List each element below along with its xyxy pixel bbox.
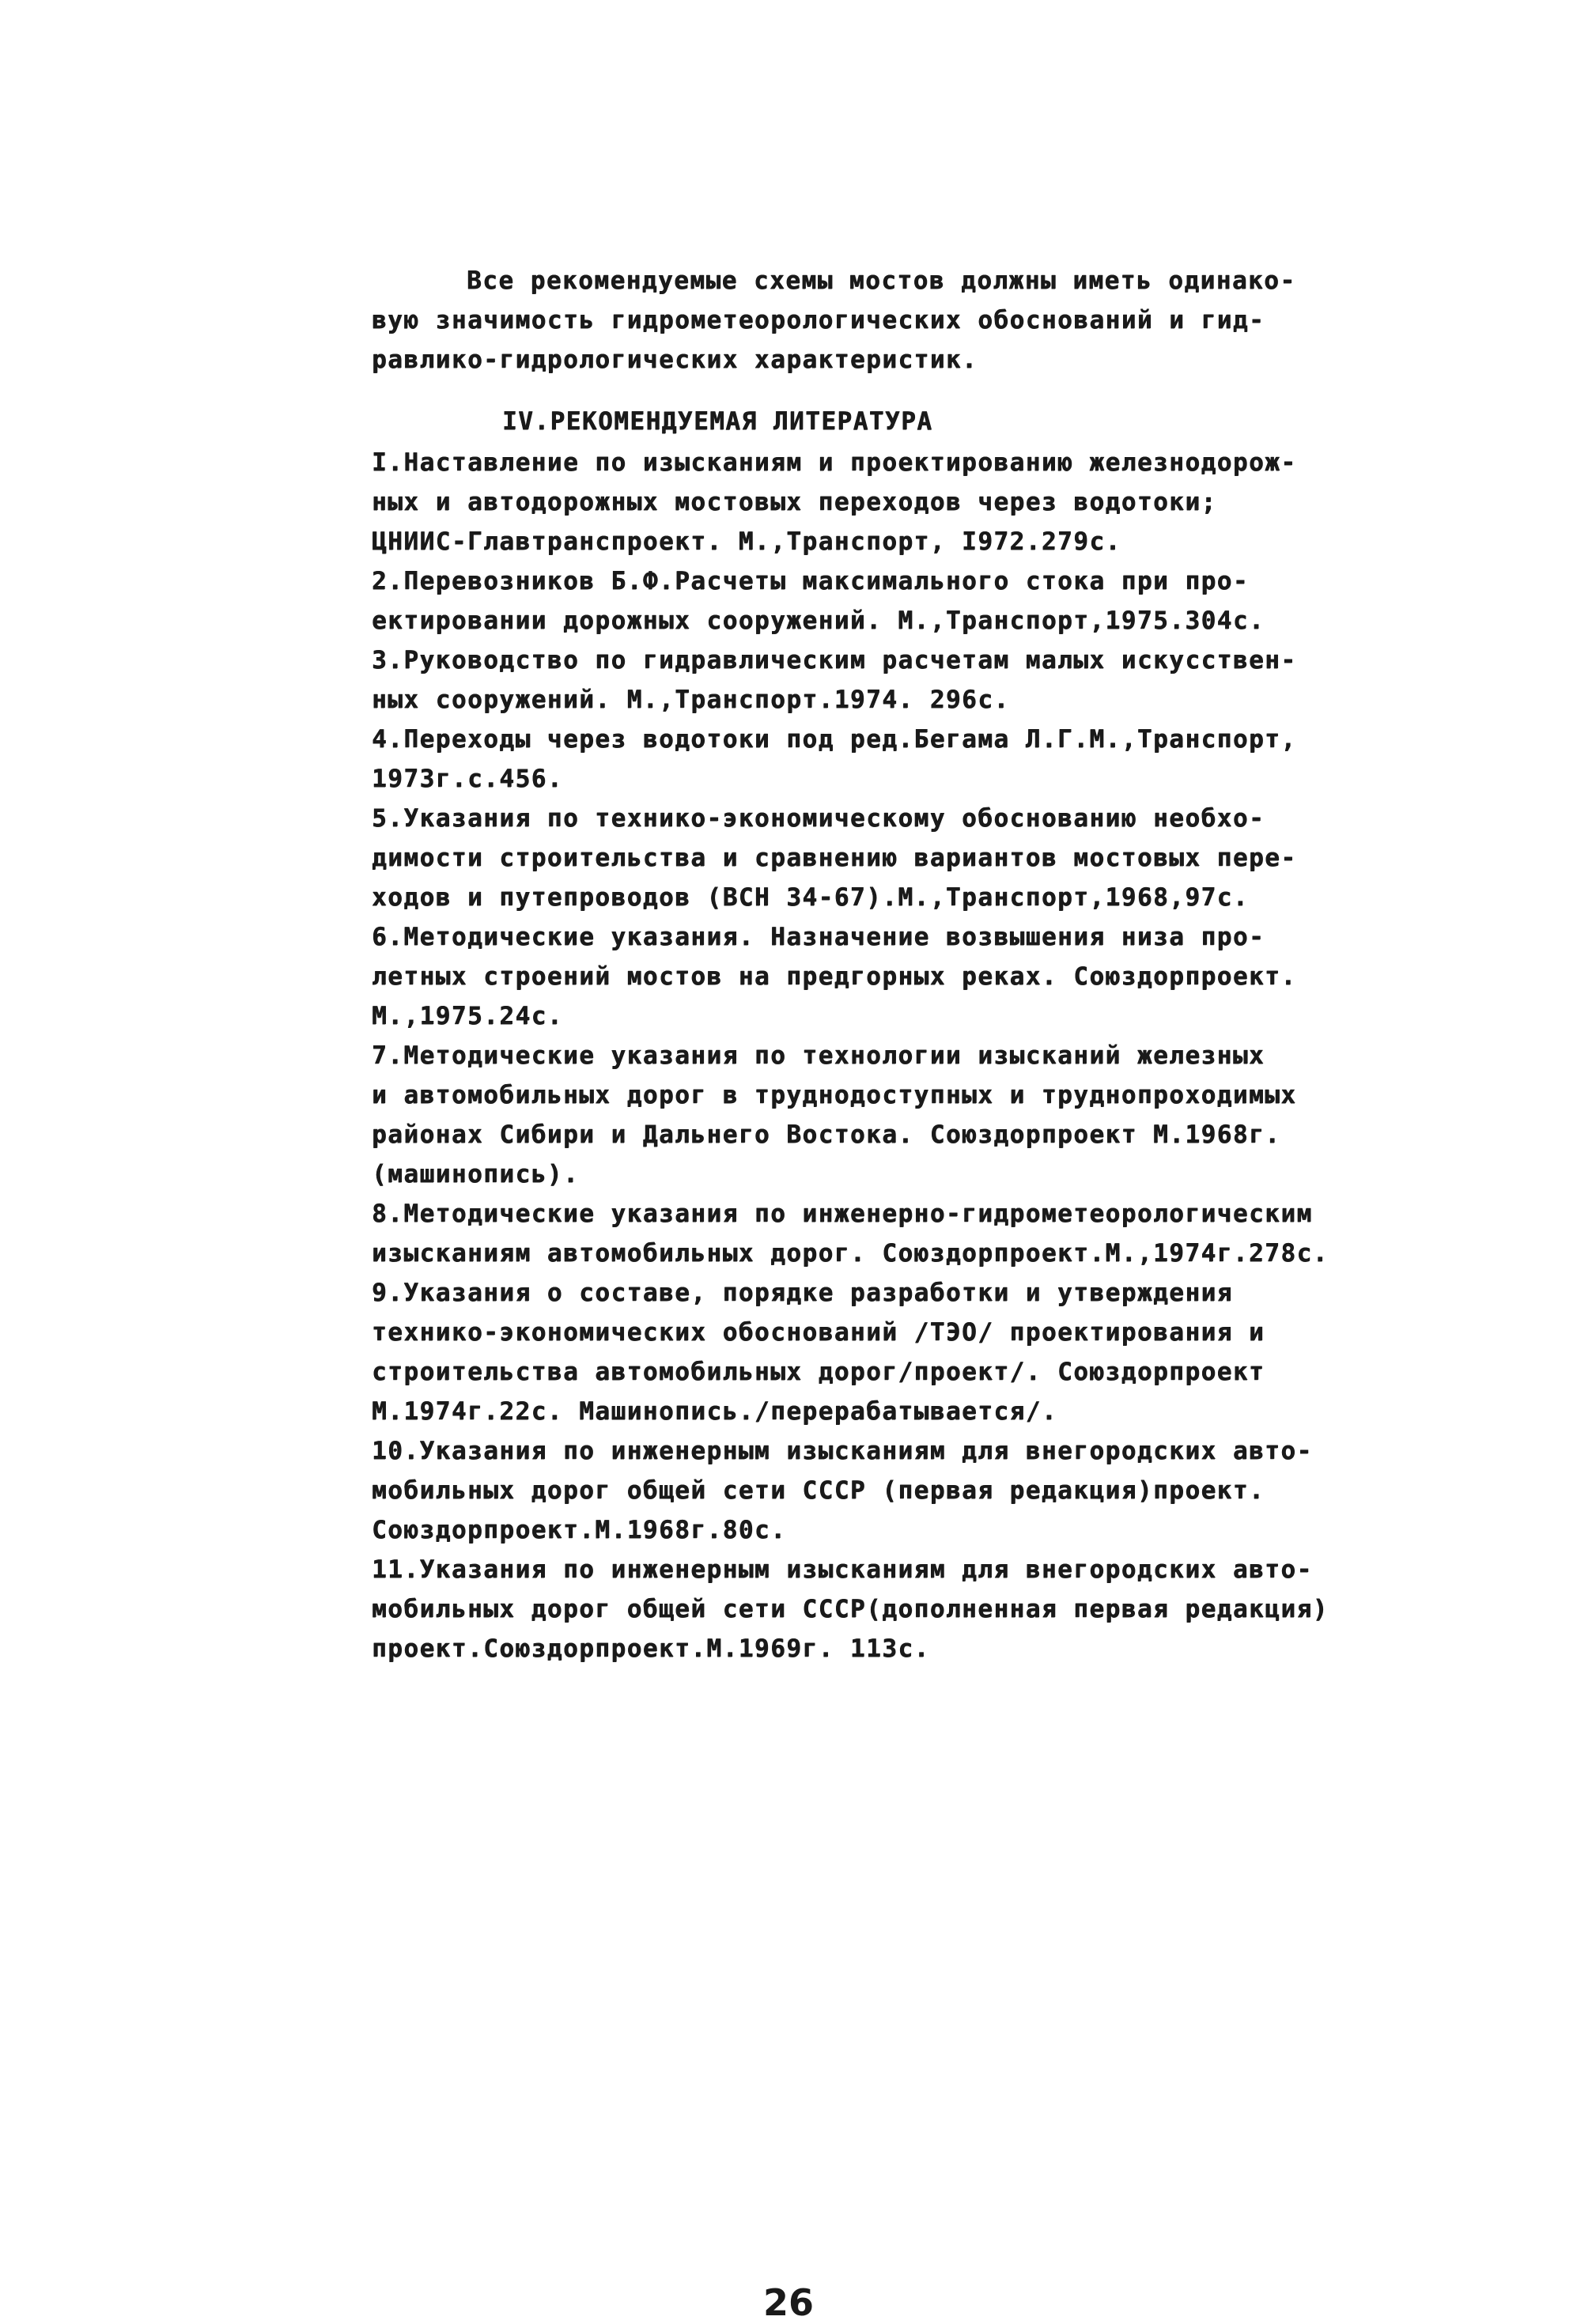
reference-line: 11.Указания по инженерным изысканиям для внегородских авто- bbox=[372, 1555, 1313, 1584]
reference-item bbox=[372, 799, 1416, 917]
intro-paragraph bbox=[372, 261, 1416, 380]
reference-line: 3.Руководство по гидравлическим расчетам малых искусствен- bbox=[372, 646, 1297, 675]
reference-item bbox=[372, 1550, 1416, 1668]
reference-line: М.1974г.22с. Машинопись./перерабатывается/. bbox=[372, 1397, 1058, 1426]
reference-line: I.Наставление по изысканиям и проектированию железнодорож- bbox=[372, 448, 1297, 477]
reference-line: ных сооружений. М.,Транспорт.1974. 296с. bbox=[372, 686, 1010, 714]
reference-line: районах Сибири и Дальнего Востока. Союздорпроект М.1968г. bbox=[372, 1120, 1281, 1149]
reference-item bbox=[372, 720, 1416, 799]
reference-item bbox=[372, 1273, 1416, 1431]
reference-line: М.,1975.24с. bbox=[372, 1002, 563, 1030]
reference-line: ектировании дорожных сооружений. М.,Транспорт,1975.304с. bbox=[372, 607, 1265, 635]
reference-item bbox=[372, 917, 1416, 1036]
body-text bbox=[372, 261, 1416, 1668]
reference-line: 2.Перевозников Б.Ф.Расчеты максимального стока при про- bbox=[372, 567, 1249, 595]
reference-item bbox=[372, 443, 1416, 561]
page-number: 26 bbox=[762, 2281, 814, 2324]
reference-list bbox=[372, 443, 1416, 1668]
reference-line: и автомобильных дорог в труднодоступных и труднопроходимых bbox=[372, 1081, 1297, 1109]
reference-line: ЦНИИС-Главтранспроект. М.,Транспорт, I972.279с. bbox=[372, 527, 1121, 556]
reference-line: мобильных дорог общей сети СССР (первая редакция)проект. bbox=[372, 1476, 1265, 1505]
reference-line: проект.Союздорпроект.М.1969г. 113с. bbox=[372, 1634, 930, 1663]
reference-line: изысканиям автомобильных дорог. Союздорпроект.М.,1974г.278с. bbox=[372, 1239, 1329, 1268]
section-heading: IV.РЕКОМЕНДУЕМАЯ ЛИТЕРАТУРА bbox=[502, 407, 933, 436]
reference-line: мобильных дорог общей сети СССР(дополненная первая редакция) bbox=[372, 1595, 1329, 1623]
reference-item bbox=[372, 641, 1416, 720]
reference-line: Союздорпроект.М.1968г.80с. bbox=[372, 1516, 787, 1544]
reference-line: 4.Переходы через водотоки под ред.Бегама Л.Г.М.,Транспорт, bbox=[372, 725, 1297, 754]
reference-line: 7.Методические указания по технологии изысканий железных bbox=[372, 1041, 1265, 1070]
reference-line: строительства автомобильных дорог/проект/. Союздорпроект bbox=[372, 1358, 1265, 1386]
reference-item bbox=[372, 1194, 1416, 1273]
reference-line: 9.Указания о составе, порядке разработки и утверждения bbox=[372, 1279, 1233, 1307]
reference-item bbox=[372, 1036, 1416, 1194]
intro-line: вую значимость гидрометеорологических обоснований и гид- bbox=[372, 306, 1265, 334]
reference-line: 6.Методические указания. Назначение возвышения низа про- bbox=[372, 923, 1265, 951]
reference-item bbox=[372, 561, 1416, 641]
intro-line: равлико-гидрологических характеристик. bbox=[372, 346, 978, 374]
reference-line: 10.Указания по инженерным изысканиям для внегородских авто- bbox=[372, 1437, 1313, 1465]
reference-line: ных и автодорожных мостовых переходов через водотоки; bbox=[372, 488, 1217, 516]
reference-line: технико-экономических обоснований /ТЭО/ проектирования и bbox=[372, 1318, 1265, 1347]
reference-line: 8.Методические указания по инженерно-гидрометеорологическим bbox=[372, 1200, 1313, 1228]
reference-item bbox=[372, 1431, 1416, 1550]
intro-line: Все рекомендуемые схемы мостов должны иметь одинако- bbox=[467, 266, 1296, 295]
reference-line: (машинопись). bbox=[372, 1160, 580, 1188]
reference-line: ходов и путепроводов (ВСН 34-67).М.,Транспорт,1968,97с. bbox=[372, 883, 1249, 912]
reference-line: димости строительства и сравнению вариантов мостовых пере- bbox=[372, 844, 1297, 872]
reference-line: 1973г.с.456. bbox=[372, 765, 563, 793]
reference-line: летных строений мостов на предгорных реках. Союздорпроект. bbox=[372, 962, 1297, 991]
reference-line: 5.Указания по технико-экономическому обоснованию необхо- bbox=[372, 804, 1265, 833]
